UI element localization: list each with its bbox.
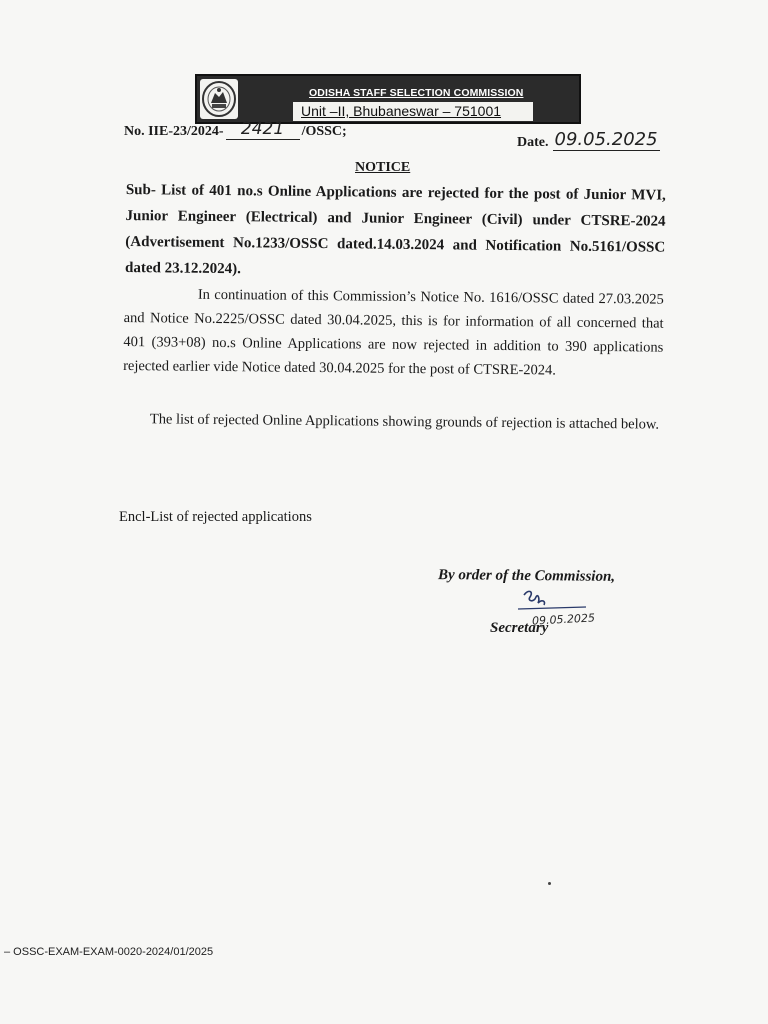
subject-text: Sub- List of 401 no.s Online Applications are rejected for the post of Junior MVI, Junior Engineer (Electrical) and Junior Engineer (Civil) under CTSRE-2024 (Advertisement No.1233/OSSC dated.14.03.2024 and Notification No.5161/OSSC dated 23.12.2024).	[124, 181, 666, 278]
reference-prefix: No. IIE-23/2024-	[124, 124, 224, 139]
by-order-line: By order of the Commission,	[437, 567, 616, 585]
scan-speck	[548, 882, 551, 885]
reference-line	[124, 120, 347, 140]
designation-secretary: Secretary	[490, 620, 549, 636]
date-line	[517, 130, 660, 151]
enclosure-note: Encl-List of rejected applications	[119, 509, 312, 525]
signature-date: 09.05.2025	[531, 611, 596, 628]
emblem-logo	[200, 79, 238, 119]
reference-number: 2421	[226, 120, 300, 140]
date-label: Date.	[517, 135, 549, 150]
notice-title: NOTICE	[355, 160, 411, 175]
paragraph-attachment: The list of rejected Online Applications showing grounds of rejection is attached below.	[149, 411, 660, 433]
emblem-icon	[200, 79, 238, 119]
reference-suffix: /OSSC;	[301, 124, 347, 139]
paragraph-continuation: In continuation of this Commission’s Notice No. 1616/OSSC dated 27.03.2025 and Notice No.2225/OSSC dated 30.04.2025, this is for information of all concerned that 401 (393+08) no.s Online Applications are now rejected in addition to 390 applications rejected earlier vide Notice dated 30.04.2025 for the post of CTSRE-2024.	[123, 286, 664, 379]
letterhead	[195, 74, 581, 124]
date-value: 09.05.2025	[554, 129, 658, 150]
commission-name: ODISHA STAFF SELECTION COMMISSION	[309, 87, 524, 99]
footer-reference: – OSSC-EXAM-EXAM-0020-2024/01/2025	[4, 946, 214, 958]
commission-address: Unit –II, Bhubaneswar – 751001	[293, 102, 533, 121]
